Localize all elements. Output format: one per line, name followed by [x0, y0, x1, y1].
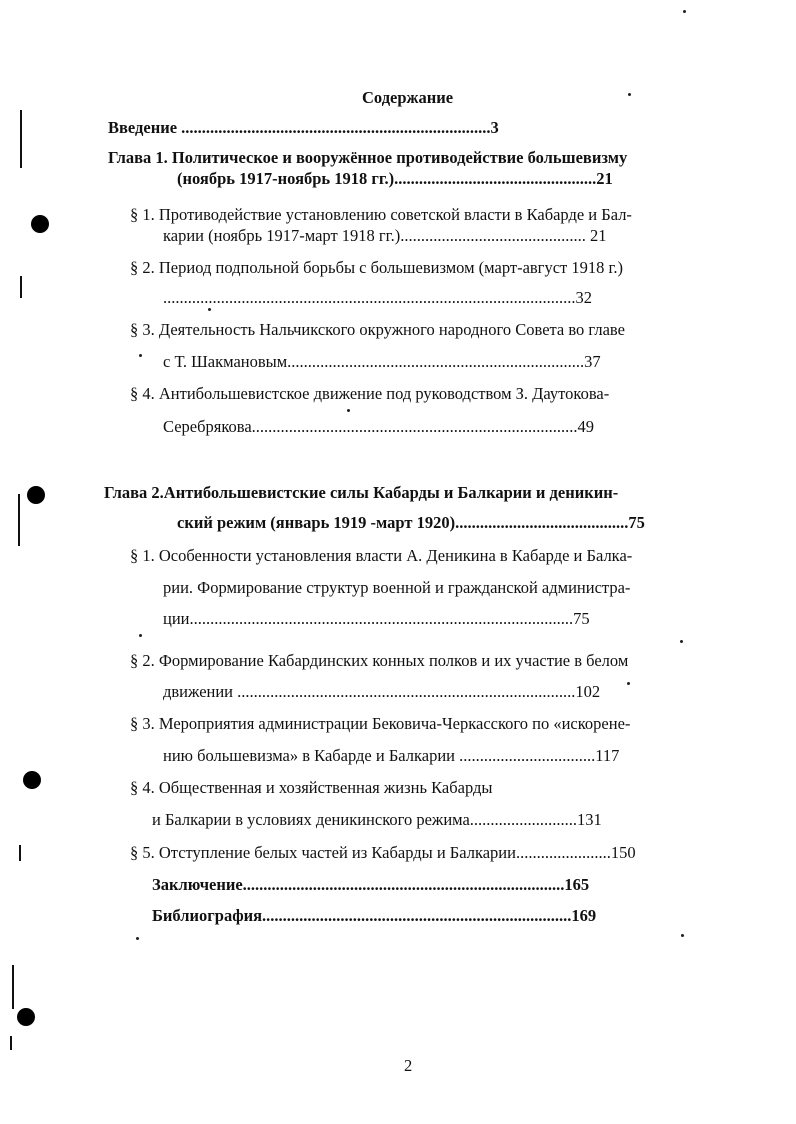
binder-hole [31, 215, 49, 233]
toc-section-1-3-line-1: § 3. Деятельность Нальчикского окружного народного Совета во главе [130, 320, 625, 339]
margin-mark [18, 494, 20, 546]
toc-section-1-1-line-1: § 1. Противодействие установлению советской власти в Кабарде и Бал- [130, 205, 632, 224]
toc-section-1-2-line-1: § 2. Период подпольной борьбы с большевизмом (март-август 1918 г.) [130, 258, 624, 277]
binder-hole [23, 771, 41, 789]
scan-speck [136, 937, 139, 940]
toc-section-1-4-line-2: Серебрякова...............................................................................49 [163, 417, 595, 436]
toc-intro: Введение ...........................................................................3 [108, 118, 499, 137]
toc-section-2-3-line-2: нию большевизма» в Кабарде и Балкарии .................................117 [163, 746, 620, 765]
margin-mark [12, 965, 14, 1009]
scan-speck [139, 634, 142, 637]
scan-speck [680, 640, 683, 643]
toc-chapter-2-line-1: Глава 2.Антибольшевистские силы Кабарды и Балкарии и деникин- [104, 483, 619, 502]
toc-section-2-4-line-1: § 4. Общественная и хозяйственная жизнь Кабарды [130, 778, 493, 797]
scan-speck [347, 409, 350, 412]
toc-section-1-1-line-2: карии (ноябрь 1917-март 1918 гг.)............................................. 21 [163, 226, 607, 245]
binder-hole [17, 1008, 35, 1026]
toc-section-2-5: § 5. Отступление белых частей из Кабарды и Балкарии.......................150 [130, 843, 636, 862]
toc-section-2-1-line-2: рии. Формирование структур военной и гражданской администра- [163, 578, 631, 597]
toc-chapter-1-line-1: Глава 1. Политическое и вооружённое противодействие большевизму [108, 148, 628, 167]
toc-section-2-3-line-1: § 3. Мероприятия администрации Бековича-Черкасского по «искоренe- [130, 714, 631, 733]
binder-hole [27, 486, 45, 504]
margin-mark [20, 110, 22, 168]
toc-section-2-2-line-1: § 2. Формирование Кабардинских конных полков и их участие в белом [130, 651, 629, 670]
toc-chapter-2-line-2: ский режим (январь 1919 -март 1920)..........................................75 [177, 513, 645, 532]
toc-section-1-3-line-2: с Т. Шакмановым........................................................................37 [163, 352, 601, 371]
margin-mark [20, 276, 22, 298]
scan-speck [628, 93, 631, 96]
scan-speck [627, 682, 630, 685]
scan-speck [139, 354, 142, 357]
margin-mark [10, 1036, 12, 1050]
toc-section-1-2-line-2: ....................................................................................................32 [163, 288, 592, 307]
scan-speck [683, 10, 686, 13]
toc-conclusion: Заключение..............................................................................165 [152, 875, 590, 894]
margin-mark [19, 845, 21, 861]
toc-section-2-2-line-2: движении ..................................................................................102 [163, 682, 601, 701]
toc-section-2-1-line-1: § 1. Особенности установления власти А. Деникина в Кабарде и Балка- [130, 546, 633, 565]
toc-bibliography: Библиография...........................................................................169 [152, 906, 597, 925]
toc-section-2-4-line-2: и Балкарии в условиях деникинского режима..........................131 [152, 810, 602, 829]
toc-section-1-4-line-1: § 4. Антибольшевистское движение под руководством З. Даутокова- [130, 384, 610, 403]
toc-chapter-1-line-2: (ноябрь 1917-ноябрь 1918 гг.).................................................21 [177, 169, 613, 188]
toc-section-2-1-line-3: ции.............................................................................................75 [163, 609, 590, 628]
page-number: 2 [404, 1056, 413, 1075]
scan-speck [208, 308, 211, 311]
toc-title: Содержание [362, 88, 454, 107]
scan-speck [681, 934, 684, 937]
